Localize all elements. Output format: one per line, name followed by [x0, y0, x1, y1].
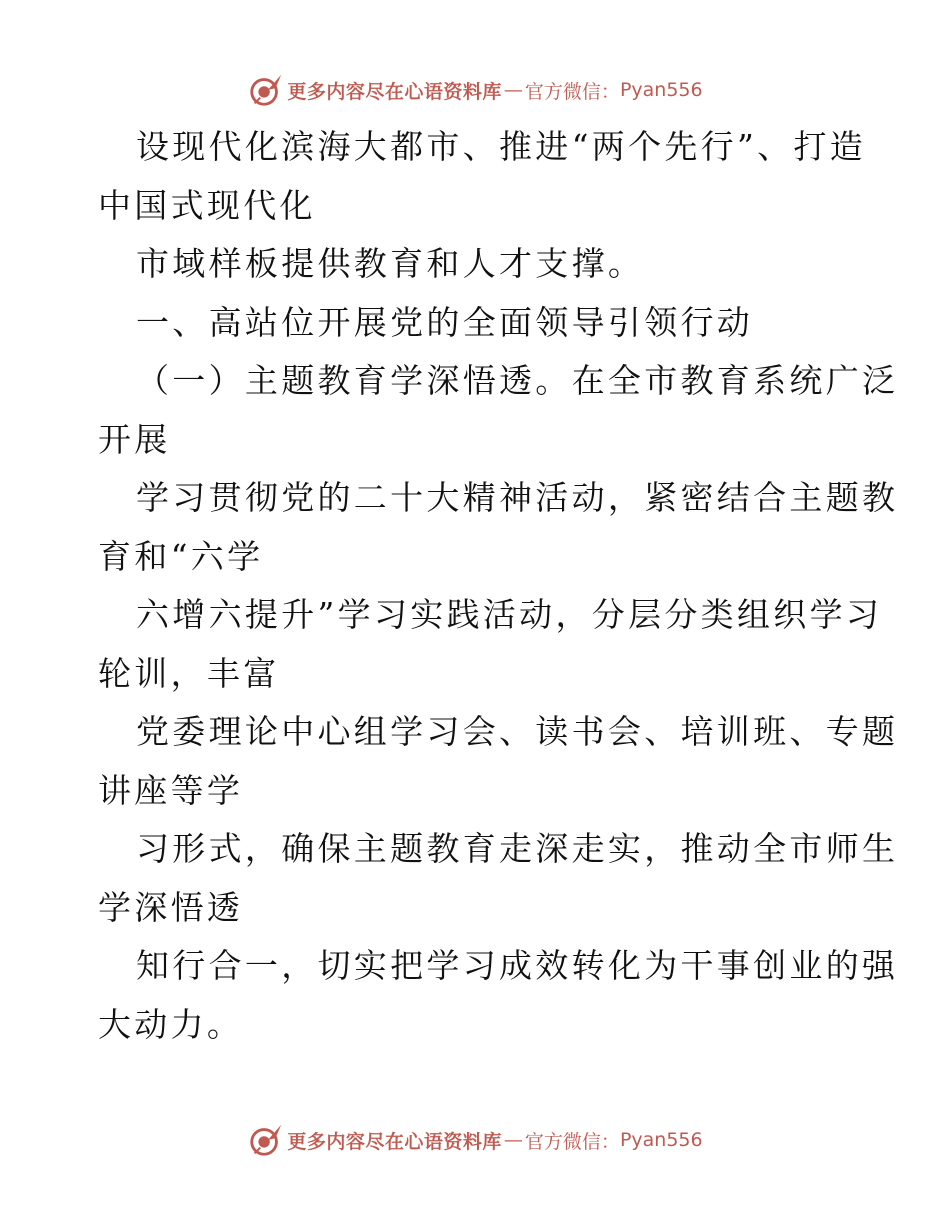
watermark-sub-text: 官方微信： — [524, 80, 620, 103]
watermark-separator: — — [503, 1129, 523, 1151]
text-line: 轮训，丰富 — [98, 653, 280, 693]
text-line: 开展 — [98, 419, 171, 459]
text-line: 知行合一，切实把学习成效转化为干事创业的强 — [136, 946, 899, 985]
text-line: 育和“六学 — [98, 536, 264, 576]
text-line: 党委理论中心组学习会、读书会、培训班、专题 — [136, 712, 899, 751]
text-line: （一）主题教育学深悟透。在全市教育系统广泛 — [136, 361, 899, 400]
watermark-wechat-id: Pyan556 — [619, 1129, 703, 1151]
text-line: 大动力。 — [98, 1004, 244, 1044]
text-line: 讲座等学 — [98, 770, 244, 810]
document-body — [98, 118, 899, 1054]
watermark-wechat-id: Pyan556 — [619, 79, 703, 101]
text-line: 学深悟透 — [98, 887, 244, 927]
watermark-main-text: 更多内容尽在心语资料库 — [287, 80, 502, 103]
quill-logo-icon — [247, 71, 285, 109]
footer-watermark — [0, 1118, 950, 1162]
section-heading: 一、高站位开展党的全面领导引领行动 — [136, 302, 754, 342]
header-watermark — [0, 68, 950, 112]
text-line: 市域样板提供教育和人才支撑。 — [136, 244, 645, 283]
text-line: 习形式，确保主题教育走深走实，推动全市师生 — [136, 829, 899, 868]
watermark-separator: — — [503, 79, 523, 101]
text-line: 中国式现代化 — [98, 185, 316, 225]
quill-logo-icon — [247, 1121, 285, 1159]
watermark-main-text: 更多内容尽在心语资料库 — [287, 1130, 502, 1153]
watermark-sub-text: 官方微信： — [524, 1130, 620, 1153]
text-line: 设现代化滨海大都市、推进“两个先行”、打造 — [136, 127, 867, 166]
text-line: 六增六提升”学习实践活动，分层分类组织学习 — [136, 595, 883, 634]
text-line: 学习贯彻党的二十大精神活动，紧密结合主题教 — [136, 478, 899, 517]
